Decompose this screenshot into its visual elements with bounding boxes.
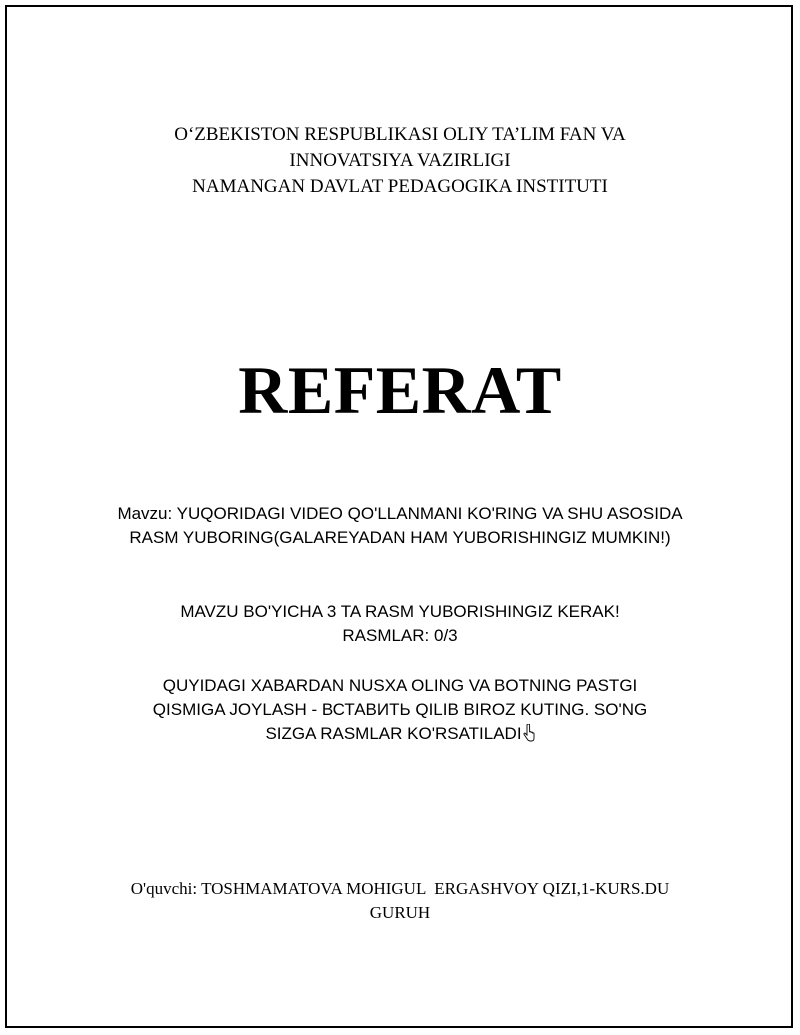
institution-header — [90, 122, 710, 200]
requirement-text: MAVZU BO'YICHA 3 TA RASM YUBORISHINGIZ KERAK! — [180, 602, 620, 621]
topic-block — [115, 502, 685, 550]
document-title: REFERAT — [238, 352, 562, 428]
student-label: O'quvchi: — [130, 879, 202, 898]
instruction-block — [125, 674, 675, 746]
pointing-down-hand-icon — [523, 724, 535, 742]
institute-name: NAMANGAN DAVLAT PEDAGOGIKA INSTITUTI — [192, 176, 608, 197]
student-name: TOSHMAMATOVA MOHIGUL ERGASHVOY QIZI,1-KURS.DU GURUH — [201, 879, 674, 922]
topic-label: Mavzu: — [117, 504, 177, 523]
image-counter: RASMLAR: 0/3 — [342, 626, 458, 645]
topic-text: YUQORIDAGI VIDEO QO'LLANMANI KO'RING VA SHU ASOSIDA RASM YUBORING(GALAREYADAN HAM YUBORISHINGIZ MUMKIN!) — [129, 504, 683, 547]
student-block — [100, 877, 700, 925]
requirement-block — [90, 600, 710, 648]
ministry-line-1: O‘ZBEKISTON RESPUBLIKASI OLIY TA’LIM FAN VA — [174, 124, 626, 145]
instruction-text: QUYIDAGI XABARDAN NUSXA OLING VA BOTNING PASTGI QISMIGA JOYLASH - ВСТАВИТЬ QILIB BIROZ KUTING. SO'NG SIZGA RASMLAR KO'RSATILADI — [152, 676, 648, 743]
ministry-line-2: INNOVATSIYA VAZIRLIGI — [289, 150, 511, 171]
